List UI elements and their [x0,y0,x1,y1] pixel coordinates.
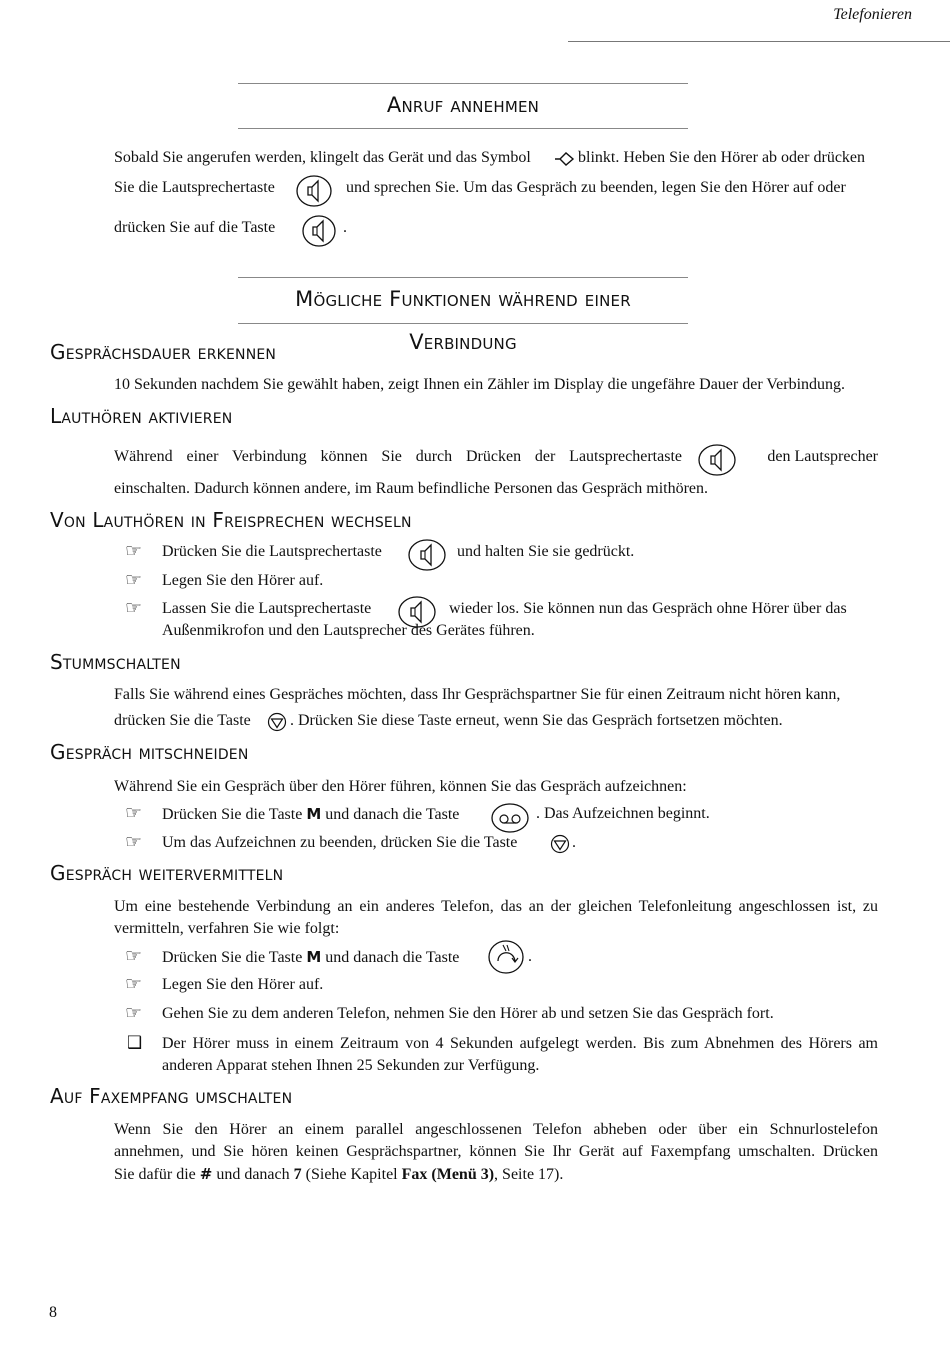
stumm-line-1: Falls Sie während eines Gespräches möchten, dass Ihr Gesprächspartner Sie für einen Zeitraum nicht hören kann, [114,686,841,703]
record-key-icon [490,802,530,834]
pointing-hand-icon: ☞ [125,569,143,591]
wechseln-bullet-2: Legen Sie den Hörer auf. [162,572,324,589]
mitschneiden-bullet-2b: . [572,834,576,851]
subsection-title-weiter: Gespräch weitervermitteln [50,861,284,885]
dauer-text: 10 Sekunden nachdem Sie gewählt haben, zeigt Ihnen ein Zähler im Display die ungefähre Dauer der Verbindung. [114,376,846,393]
subsection-title-stumm: Stummschalten [50,650,181,674]
pointing-hand-icon: ☞ [125,831,143,853]
lauthoeren-line-1b: den Lautsprecher [767,448,878,465]
key-7: 7 [293,1166,302,1183]
section-title-funktionen: Mögliche Funktionen während einer Verbindung [238,277,688,324]
running-header: Telefonieren [833,6,912,23]
page-number: 8 [49,1304,57,1321]
subsection-title-lauthoeren: Lauthören aktivieren [50,404,233,428]
chapter-reference: Fax (Menü 3) [401,1166,495,1183]
stop-key-icon [550,834,570,854]
weiter-bullet-2: Legen Sie den Hörer auf. [162,976,324,993]
stumm-line-2a: drücken Sie die Taste [114,712,251,729]
anruf-line-1: Sobald Sie angerufen werden, klingelt das Gerät und das Symbol [114,149,531,166]
wechseln-bullet-1a: Drücken Sie die Lautsprechertaste [162,543,382,560]
mitschneiden-intro: Während Sie ein Gespräch über den Hörer führen, können Sie das Gespräch aufzeichnen: [114,778,687,795]
transfer-key-icon [487,939,525,975]
weiter-note-1: Der Hörer muss in einem Zeitraum von 4 Sekunden aufgelegt werden. Bis zum Abnehmen des Hörers am [162,1035,878,1052]
pointing-hand-icon: ☞ [125,597,143,619]
weiter-note-2: anderen Apparat stehen Ihnen 25 Sekunden zur Verfügung. [162,1057,540,1074]
section-title-anruf: Anruf annehmen [238,83,688,129]
speaker-key-icon [697,443,737,477]
key-m: M [306,948,322,966]
subsection-title-mitschneiden: Gespräch mitschneiden [50,740,249,764]
wechseln-bullet-1b: und halten Sie sie gedrückt. [457,543,635,560]
pointing-hand-icon: ☞ [125,540,143,562]
subsection-title-wechseln: Von Lauthören in Freisprechen wechseln [50,508,412,532]
speaker-key-icon [301,214,337,248]
weiter-intro-2: vermitteln, verfahren Sie wie folgt: [114,920,340,937]
anruf-line-3a: drücken Sie auf die Taste [114,219,276,236]
stumm-line-2b: . Drücken Sie diese Taste erneut, wenn Sie das Gespräch fortsetzen möchten. [290,712,783,729]
fax-line-2: annehmen, und Sie hören keinen Gesprächspartner, können Sie Ihr Gerät auf Faxempfang umschalten. Drücken [114,1143,878,1160]
stop-key-icon [267,712,287,732]
wechseln-bullet-3b: wieder los. Sie können nun das Gespräch ohne Hörer über das [449,600,847,617]
speaker-key-icon [407,538,447,572]
anruf-line-3b: . [343,219,347,236]
pointing-hand-icon: ☞ [125,802,143,824]
weiter-bullet-1c: . [528,948,532,965]
wechseln-bullet-3c: Außenmikrofon und den Lautsprecher des Gerätes führen. [162,622,535,639]
weiter-bullet-3: Gehen Sie zu dem anderen Telefon, nehmen Sie den Hörer ab und setzen Sie das Gespräch fort. [162,1005,774,1022]
wechseln-bullet-3a: Lassen Sie die Lautsprechertaste [162,600,372,617]
line-symbol-icon [553,150,575,168]
fax-line-1: Wenn Sie den Hörer an einem parallel angeschlossenen Telefon abheben oder über ein Schnurlostelefon [114,1121,878,1138]
anruf-line-2b: und sprechen Sie. Um das Gespräch zu beenden, legen Sie den Hörer auf oder [346,179,846,196]
pointing-hand-icon: ☞ [125,945,143,967]
checkbox-note-icon: ❑ [127,1033,143,1053]
weiter-intro-1: Um eine bestehende Verbindung an ein anderes Telefon, das an der gleichen Telefonleitung angeschlossen ist, zu [114,898,878,915]
key-m: M [306,805,322,823]
pointing-hand-icon: ☞ [125,1002,143,1024]
anruf-line-1b: blinkt. Heben Sie den Hörer ab oder drücken [578,149,866,166]
lauthoeren-line-2: einschalten. Dadurch können andere, im Raum befindliche Personen das Gespräch mithören. [114,480,709,497]
subsection-title-dauer: Gesprächsdauer erkennen [50,340,277,364]
subsection-title-fax: Auf Faxempfang umschalten [50,1084,293,1108]
key-hash: # [199,1165,213,1183]
weiter-bullet-1: Drücken Sie die Taste M und danach die Taste [162,948,460,966]
mitschneiden-bullet-2a: Um das Aufzeichnen zu beenden, drücken Sie die Taste [162,834,518,851]
mitschneiden-bullet-1: Drücken Sie die Taste M und danach die Taste [162,805,460,823]
pointing-hand-icon: ☞ [125,973,143,995]
speaker-key-icon [295,174,333,208]
fax-line-3: Sie dafür die # und danach 7 (Siehe Kapitel Fax (Menü 3), Seite 17). [114,1165,564,1183]
header-rule [568,41,950,42]
anruf-line-2a: Sie die Lautsprechertaste [114,179,275,196]
lauthoeren-line-1a: Während einer Verbindung können Sie durch Drücken der Lautsprechertaste [114,448,682,465]
mitschneiden-bullet-1c: . Das Aufzeichnen beginnt. [536,805,710,822]
